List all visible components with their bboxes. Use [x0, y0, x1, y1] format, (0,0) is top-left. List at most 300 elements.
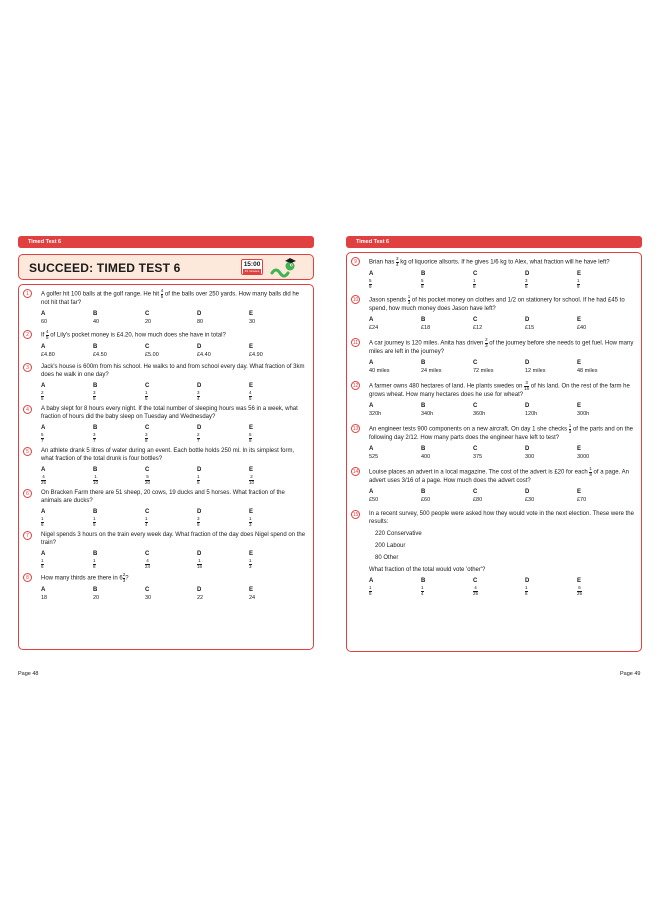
- answer-options: [41, 424, 307, 443]
- option-value: 360h: [473, 411, 486, 417]
- question-number: 5: [23, 447, 32, 456]
- option-letter: C: [473, 578, 478, 584]
- fraction-numerator: 1: [93, 558, 96, 563]
- option-letter: D: [525, 403, 530, 409]
- answer-options: [369, 488, 635, 504]
- option-letter: B: [93, 551, 98, 557]
- question-item: [351, 257, 635, 289]
- fraction-numerator: 1: [94, 474, 97, 479]
- fraction-numerator: 4: [46, 329, 49, 334]
- fraction: [473, 586, 478, 596]
- answer-option: [473, 316, 525, 332]
- option-value: 60: [41, 319, 48, 325]
- question-item: [23, 363, 307, 401]
- question-text: [41, 531, 307, 547]
- answer-option: [41, 424, 93, 443]
- option-letter: C: [473, 317, 478, 323]
- option-value: £15: [525, 325, 535, 331]
- question-text: [41, 289, 307, 307]
- left-question-box: [18, 284, 314, 650]
- fraction: [145, 559, 150, 569]
- fraction: [145, 517, 148, 527]
- option-letter: B: [93, 587, 98, 593]
- answer-option: [41, 586, 93, 602]
- answer-option: [473, 359, 525, 375]
- option-letter: E: [249, 587, 254, 593]
- option-letter: A: [41, 509, 46, 515]
- question-number: 6: [23, 489, 32, 498]
- option-letter: B: [93, 344, 98, 350]
- option-letter: A: [41, 587, 46, 593]
- timer-time: 15:00: [243, 261, 261, 268]
- fraction: [41, 559, 44, 569]
- option-letter: D: [197, 425, 202, 431]
- fraction-denominator: 7: [197, 437, 200, 443]
- fraction: [41, 517, 44, 527]
- option-value: 340h: [421, 411, 434, 417]
- option-value: [473, 586, 525, 596]
- answer-option: [145, 310, 197, 326]
- fraction-numerator: 1: [369, 585, 372, 590]
- fraction: [249, 517, 252, 527]
- option-value: 20: [93, 595, 100, 601]
- fraction: [93, 433, 96, 443]
- question-text-part: Brian has: [369, 259, 397, 266]
- option-value: 40: [93, 319, 100, 325]
- question-text-part: ?: [125, 575, 129, 582]
- option-value: £12: [473, 325, 483, 331]
- option-value: £50: [369, 497, 379, 503]
- fraction-denominator: 4: [396, 261, 399, 267]
- option-letter: E: [577, 360, 582, 366]
- fraction: [197, 475, 200, 485]
- fraction-denominator: 9: [369, 283, 372, 289]
- option-letter: E: [249, 509, 254, 515]
- option-value: 40 miles: [369, 368, 390, 374]
- question-text: [369, 338, 635, 356]
- answer-options: [41, 586, 307, 602]
- fraction-denominator: 7: [41, 437, 44, 443]
- fraction-denominator: 25: [473, 590, 479, 596]
- option-value: 48 miles: [577, 368, 598, 374]
- answer-option: [525, 316, 577, 332]
- option-value: [41, 559, 93, 569]
- option-letter: A: [41, 425, 46, 431]
- option-letter: A: [41, 311, 46, 317]
- question-number: 1: [23, 289, 32, 298]
- answer-option: [369, 270, 421, 289]
- option-letter: B: [93, 509, 98, 515]
- option-value: £24: [369, 325, 379, 331]
- option-value: [197, 433, 249, 443]
- fraction-numerator: 5: [421, 278, 424, 283]
- fraction: [41, 475, 46, 485]
- option-letter: A: [369, 317, 374, 323]
- fraction-numerator: 2: [250, 474, 253, 479]
- question-text-part: of the parts and on the following day 2/12. How many parts does the engineer have left to test?: [369, 426, 634, 441]
- question-item: [351, 295, 635, 332]
- option-letter: A: [41, 551, 46, 557]
- option-letter: D: [197, 344, 202, 350]
- question-text-part: On Bracken Farm there are 51 sheep, 20 cows, 19 ducks and 5 horses. What fraction of the animals are ducks?: [41, 490, 285, 504]
- option-letter: C: [145, 467, 150, 473]
- answer-option: [577, 316, 629, 332]
- right-page-number: Page 49: [620, 671, 641, 677]
- answer-options: [369, 402, 635, 418]
- left-page: [18, 236, 314, 656]
- fraction-denominator: 8: [93, 563, 96, 569]
- question-text-part: Louise places an advert in a local magazine. The cost of the advert is £20 for each: [369, 469, 590, 476]
- question-text-part: In a recent survey, 500 people were asked how they would vote in the next election. These were the results:: [369, 511, 634, 525]
- option-letter: A: [369, 403, 374, 409]
- option-letter: D: [197, 509, 202, 515]
- fraction-numerator: 1: [421, 585, 424, 590]
- answer-option: [249, 586, 301, 602]
- option-letter: D: [197, 311, 202, 317]
- fraction: [473, 279, 476, 289]
- question-text: [41, 573, 307, 583]
- fraction-denominator: 3: [407, 299, 411, 305]
- option-value: 30: [249, 319, 256, 325]
- answer-options: [369, 445, 635, 461]
- option-letter: E: [577, 317, 582, 323]
- question-text: [369, 510, 635, 526]
- fraction-denominator: 8: [473, 283, 476, 289]
- answer-option: [197, 343, 249, 359]
- option-value: [249, 391, 301, 401]
- option-value: [93, 517, 145, 527]
- fraction: [421, 279, 424, 289]
- fraction-numerator: 5: [249, 432, 252, 437]
- option-value: 20: [145, 319, 152, 325]
- answer-option: [421, 270, 473, 289]
- fraction-denominator: 16: [524, 385, 530, 391]
- question-number: 10: [352, 297, 359, 303]
- fraction-numerator: 3: [197, 390, 200, 395]
- answer-option: [197, 550, 249, 569]
- question-text: [41, 330, 307, 340]
- question-text: [369, 424, 635, 442]
- answer-option: [577, 577, 629, 596]
- fraction-numerator: 4: [160, 288, 164, 293]
- option-letter: D: [197, 467, 202, 473]
- fraction-denominator: 9: [577, 283, 580, 289]
- option-value: £70: [577, 497, 587, 503]
- option-value: 320h: [369, 411, 382, 417]
- answer-option: [145, 550, 197, 569]
- question-item: [23, 405, 307, 443]
- option-letter: D: [197, 551, 202, 557]
- survey-result: 220 Conservative: [375, 531, 422, 537]
- question-item: [23, 447, 307, 485]
- option-value: [249, 475, 301, 485]
- answer-option: [197, 508, 249, 527]
- option-value: [249, 433, 301, 443]
- option-value: [145, 433, 197, 443]
- fraction-numerator: 5: [369, 278, 372, 283]
- fraction-numerator: 2: [197, 432, 200, 437]
- option-letter: D: [525, 317, 530, 323]
- answer-options: [41, 343, 307, 359]
- option-letter: C: [145, 383, 150, 389]
- answer-option: [369, 577, 421, 596]
- fraction: [93, 559, 96, 569]
- fraction: [93, 391, 96, 401]
- timer-caption: 15 minutes: [244, 269, 260, 273]
- answer-option: [41, 508, 93, 527]
- option-letter: A: [369, 446, 374, 452]
- question-text: [41, 363, 307, 379]
- answer-option: [41, 466, 93, 485]
- option-letter: C: [145, 587, 150, 593]
- option-letter: D: [525, 446, 530, 452]
- question-item: [351, 381, 635, 418]
- option-letter: C: [145, 509, 150, 515]
- option-letter: E: [249, 383, 254, 389]
- option-letter: E: [249, 344, 254, 350]
- answer-option: [421, 577, 473, 596]
- fraction-denominator: 3: [249, 521, 252, 527]
- question-number: 14: [352, 469, 359, 475]
- fraction-denominator: 5: [197, 521, 200, 527]
- option-letter: A: [41, 467, 46, 473]
- option-value: [525, 586, 577, 596]
- answer-options: [369, 359, 635, 375]
- answer-option: [93, 466, 145, 485]
- option-letter: B: [93, 467, 98, 473]
- option-letter: B: [93, 311, 98, 317]
- option-letter: E: [577, 271, 582, 277]
- answer-option: [93, 310, 145, 326]
- question-number: 4: [23, 405, 32, 414]
- question-number: 13: [352, 426, 359, 432]
- option-value: £4.80: [41, 352, 55, 358]
- answer-option: [525, 577, 577, 596]
- option-value: [197, 517, 249, 527]
- question-item: [351, 338, 635, 375]
- fraction-denominator: 6: [525, 590, 528, 596]
- answer-option: [369, 359, 421, 375]
- answer-option: [93, 508, 145, 527]
- question-number: 3: [23, 363, 32, 372]
- option-value: [41, 475, 93, 485]
- option-letter: A: [369, 578, 374, 584]
- fraction-numerator: 6: [578, 585, 581, 590]
- question-text: [41, 405, 307, 421]
- fraction: [421, 586, 424, 596]
- option-value: [577, 279, 629, 289]
- fraction: [369, 586, 372, 596]
- option-value: [369, 279, 421, 289]
- right-header-bar: Timed Test 6: [346, 236, 642, 248]
- bookworm-mascot-icon: [269, 256, 297, 278]
- answer-option: [421, 359, 473, 375]
- answer-option: [197, 310, 249, 326]
- question-item: [23, 489, 307, 527]
- fraction: [93, 475, 98, 485]
- fraction-numerator: 1: [568, 423, 572, 428]
- option-letter: D: [197, 587, 202, 593]
- fraction-denominator: 4: [145, 521, 148, 527]
- option-letter: B: [421, 489, 426, 495]
- answer-option: [369, 402, 421, 418]
- fraction: [145, 433, 148, 443]
- fraction-denominator: 5: [197, 479, 200, 485]
- fraction-numerator: 1: [589, 466, 592, 471]
- question-text-part: of his pocket money on clothes and 1/2 on stationery for school. If he had £45 to spend, how much money does Jason have left?: [369, 297, 625, 312]
- question-text-part: A baby slept for 8 hours every night. If the total number of sleeping hours was 56 in a week, what fraction of hours did the baby sleep on Tuesday and Wednesday?: [41, 406, 298, 420]
- fraction-denominator: 3: [249, 563, 252, 569]
- fraction-denominator: 5: [249, 395, 252, 401]
- option-letter: C: [145, 311, 150, 317]
- option-value: [145, 391, 197, 401]
- fraction-denominator: 3: [568, 428, 572, 434]
- fraction-denominator: 25: [41, 479, 47, 485]
- answer-option: [525, 402, 577, 418]
- option-value: £18: [421, 325, 431, 331]
- answer-option: [249, 508, 301, 527]
- answer-option: [473, 402, 525, 418]
- option-letter: C: [473, 446, 478, 452]
- fraction: [93, 517, 96, 527]
- option-letter: E: [249, 425, 254, 431]
- question-number: 9: [351, 257, 360, 266]
- option-value: £4.90: [249, 352, 263, 358]
- answer-option: [577, 445, 629, 461]
- fraction-denominator: 5: [160, 293, 164, 299]
- question-item: [23, 573, 307, 602]
- fraction-numerator: 1: [525, 585, 528, 590]
- question-number: 15: [352, 512, 359, 518]
- fraction-denominator: 16: [197, 563, 203, 569]
- option-value: [145, 475, 197, 485]
- question-text: [369, 467, 635, 485]
- question-item: [23, 531, 307, 569]
- answer-option: [421, 488, 473, 504]
- answer-option: [369, 316, 421, 332]
- answer-option: [93, 382, 145, 401]
- option-value: [41, 391, 93, 401]
- fraction-numerator: 5: [41, 432, 44, 437]
- option-value: 525: [369, 454, 379, 460]
- answer-option: [41, 343, 93, 359]
- option-letter: B: [421, 317, 426, 323]
- option-value: [577, 586, 629, 596]
- option-letter: C: [473, 271, 478, 277]
- option-letter: D: [525, 578, 530, 584]
- option-letter: B: [93, 383, 98, 389]
- answer-option: [145, 343, 197, 359]
- option-letter: B: [421, 446, 426, 452]
- fraction-numerator: 3: [396, 256, 399, 261]
- fraction-denominator: 24: [145, 563, 151, 569]
- answer-option: [145, 466, 197, 485]
- option-letter: E: [249, 551, 254, 557]
- fraction-numerator: 1: [93, 516, 96, 521]
- answer-option: [93, 343, 145, 359]
- question-number: 2: [23, 330, 32, 339]
- option-letter: E: [577, 489, 582, 495]
- fraction: [249, 433, 252, 443]
- answer-option: [41, 382, 93, 401]
- fraction: [197, 391, 200, 401]
- question-text-part: If: [41, 332, 47, 339]
- option-value: 400: [421, 454, 431, 460]
- fraction-numerator: 4: [474, 585, 477, 590]
- option-letter: D: [525, 271, 530, 277]
- answer-options: [41, 310, 307, 326]
- question-item: [23, 289, 307, 326]
- fraction-denominator: 8: [589, 471, 592, 477]
- fraction: [249, 391, 252, 401]
- answer-option: [145, 424, 197, 443]
- page-title: SUCCEED: TIMED TEST 6: [29, 261, 181, 275]
- fraction-numerator: 1: [577, 278, 580, 283]
- fraction-denominator: 8: [145, 437, 148, 443]
- option-value: 30: [145, 595, 152, 601]
- fraction: [145, 391, 148, 401]
- option-value: [93, 433, 145, 443]
- question-text-part: A golfer hit 100 balls at the golf range. He hit: [41, 291, 161, 298]
- option-value: [41, 517, 93, 527]
- question-number: 12: [352, 383, 359, 389]
- option-value: £40: [577, 325, 587, 331]
- answer-option: [577, 488, 629, 504]
- option-letter: D: [525, 360, 530, 366]
- fraction-numerator: 3: [197, 516, 200, 521]
- fraction-denominator: 7: [93, 437, 96, 443]
- option-value: £60: [421, 497, 431, 503]
- question-number: 8: [23, 573, 32, 582]
- option-value: [369, 586, 421, 596]
- fraction-numerator: 2: [41, 390, 44, 395]
- fraction-denominator: 3: [485, 342, 488, 348]
- answer-option: [93, 424, 145, 443]
- answer-option: [249, 550, 301, 569]
- answer-option: [473, 577, 525, 596]
- fraction: [249, 559, 252, 569]
- fraction-numerator: 1: [249, 516, 252, 521]
- fraction-denominator: 20: [145, 479, 151, 485]
- question-text-part: An athlete drank 5 litres of water during an event. Each bottle holds 250 ml. In its simplest form, what fraction of the total drunk is four bottles?: [41, 448, 295, 462]
- fraction-numerator: 3: [525, 380, 528, 385]
- option-value: [249, 517, 301, 527]
- option-letter: E: [577, 578, 582, 584]
- fraction-numerator: 2: [122, 572, 126, 577]
- title-box: [18, 254, 314, 280]
- option-value: [93, 475, 145, 485]
- fraction: [41, 433, 44, 443]
- question-item: [351, 424, 635, 461]
- right-question-box: [346, 252, 642, 652]
- question-item: [351, 510, 635, 596]
- fraction-denominator: 10: [249, 479, 255, 485]
- right-page: [346, 236, 642, 656]
- option-letter: A: [369, 360, 374, 366]
- option-letter: A: [369, 489, 374, 495]
- answer-option: [369, 488, 421, 504]
- option-value: [93, 391, 145, 401]
- option-letter: C: [473, 403, 478, 409]
- answer-option: [421, 402, 473, 418]
- option-letter: B: [421, 271, 426, 277]
- answer-option: [577, 359, 629, 375]
- fraction: [197, 559, 202, 569]
- fraction-denominator: 5: [145, 395, 148, 401]
- answer-option: [249, 343, 301, 359]
- question-text-part: A farmer owns 480 hectares of land. He plants swedes on: [369, 383, 525, 390]
- fraction-denominator: 25: [577, 590, 583, 596]
